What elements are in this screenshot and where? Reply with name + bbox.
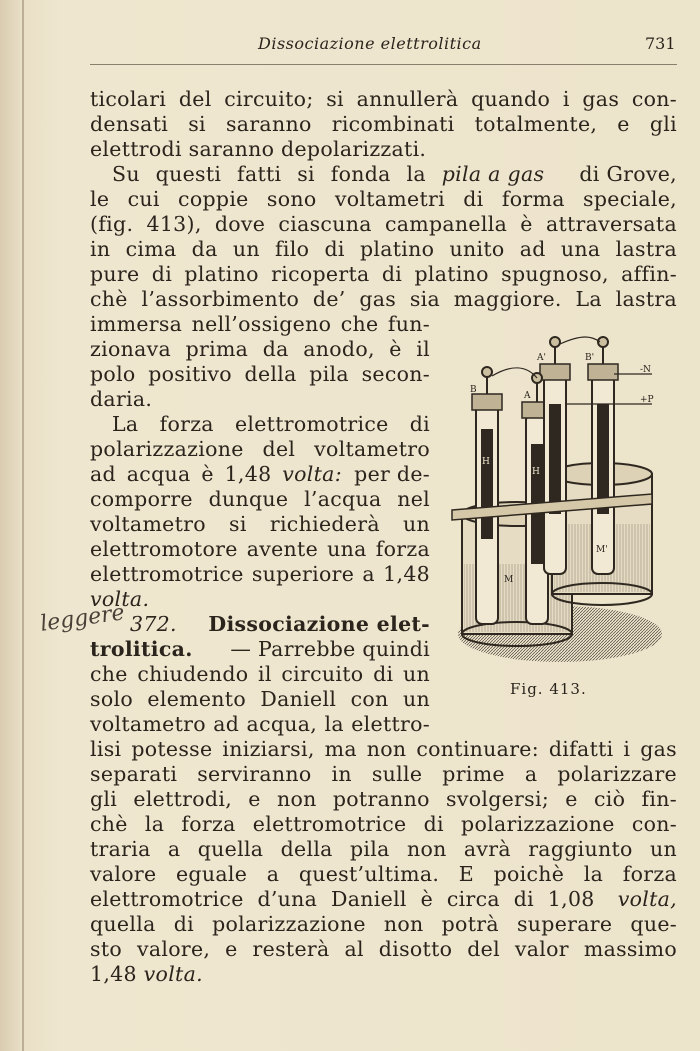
- text-line: che chiudendo il circuito di un: [90, 662, 430, 686]
- section-title: Dissociazione elet-: [200, 612, 430, 636]
- label-b-prime: B': [585, 353, 595, 363]
- header-rule: [90, 64, 677, 65]
- text-line: in cima da un filo di platino unito ad una lastra: [90, 237, 677, 261]
- text-line: pure di platino ricoperta di platino spugnoso, affin-: [90, 262, 677, 286]
- text-line: elettromotrice superiore a 1,48: [90, 562, 430, 586]
- label-a: A: [524, 391, 531, 401]
- text-line: lisi potesse iniziarsi, ma non continuare: difatti i gas: [90, 737, 677, 761]
- text-line: sto valore, e resterà al disotto del valor massimo: [90, 937, 677, 961]
- figure-caption: Fig. 413.: [510, 680, 587, 698]
- label-h-right: H: [532, 467, 540, 477]
- italic-term: volta:: [282, 462, 342, 486]
- text-line: polo positivo della pila secon-: [90, 362, 430, 386]
- label-minus-n: -N: [640, 365, 651, 375]
- gas-tube-b-prime: [588, 364, 618, 574]
- label-h-left: H: [482, 457, 490, 467]
- text-line: elettromotore avente una forza: [90, 537, 430, 561]
- text-segment: Su questi fatti si fonda la: [112, 162, 442, 186]
- text-line: elettrodi saranno depolarizzati.: [90, 137, 427, 161]
- text-line: le cui coppie sono voltametri di forma speciale,: [90, 187, 677, 211]
- text-line: voltametro si richiederà un: [90, 512, 430, 536]
- text-line: voltametro ad acqua, la elettro-: [90, 712, 430, 736]
- text-line: gli elettrodi, e non potranno svolgersi; e ciò fin-: [90, 787, 677, 811]
- text-line: polarizzazione del voltametro: [90, 437, 430, 461]
- text-line: [90, 639, 430, 660]
- text-line: chè la forza elettromotrice di polarizzazione con-: [90, 812, 677, 836]
- section-title: trolitica.: [90, 637, 193, 661]
- italic-term: volta.: [143, 962, 203, 986]
- text-segment: di Grove,: [572, 162, 677, 186]
- italic-term: volta,: [617, 887, 677, 911]
- text-line: [90, 964, 203, 985]
- text-line: immersa nell’ossigeno che fun-: [90, 312, 430, 336]
- text-line: [112, 164, 677, 185]
- text-line: densati si saranno ricombinati totalmente, e gli: [90, 112, 677, 136]
- page-number: 731: [645, 34, 676, 53]
- text-line: quella di polarizzazione non potrà superare que-: [90, 912, 677, 936]
- gas-tube-a-prime: [540, 364, 570, 574]
- text-line: zionava prima da anodo, è il: [90, 337, 430, 361]
- label-plus-p: +P: [640, 395, 654, 405]
- text-segment: — Parrebbe quindi: [223, 637, 430, 661]
- text-line: separati serviranno in sulle prime a polarizzare: [90, 762, 677, 786]
- text-line: [90, 464, 430, 485]
- page-spine: [22, 0, 24, 1051]
- text-segment: elettromotrice d’una Daniell è circa di 1,08: [90, 887, 609, 911]
- connecting-wires: [492, 337, 652, 404]
- text-segment: per de-: [347, 462, 430, 486]
- handwritten-annotation: leggere: [38, 600, 127, 637]
- label-m: M: [504, 575, 514, 585]
- italic-term: pila a gas: [441, 162, 545, 186]
- grove-gas-cell-figure: [442, 334, 664, 672]
- text-segment: ad acqua è 1,48: [90, 462, 283, 486]
- label-a-prime: A': [537, 353, 546, 363]
- text-segment: 1,48: [90, 962, 144, 986]
- text-line: valore eguale a quest’ultima. E poichè la forza: [90, 862, 677, 886]
- text-line: traria a quella della pila non avrà raggiunto un: [90, 837, 677, 861]
- section-heading-line: [130, 614, 430, 635]
- text-line: chè l’assorbimento de’ gas sia maggiore. La lastra: [90, 287, 677, 311]
- text-line: La forza elettromotrice di: [112, 412, 430, 436]
- text-line: (fig. 413), dove ciascuna campanella è attraversata: [90, 212, 677, 236]
- section-number: 372.: [130, 612, 177, 636]
- italic-term: volta.: [90, 587, 150, 611]
- label-m-prime: M': [596, 545, 608, 555]
- text-line: [90, 889, 677, 910]
- text-line: comporre dunque l’acqua nel: [90, 487, 430, 511]
- text-line: daria.: [90, 387, 153, 411]
- text-line: solo elemento Daniell con un: [90, 687, 430, 711]
- label-b: B: [470, 385, 477, 395]
- text-line: ticolari del circuito; si annullerà quando i gas con-: [90, 87, 677, 111]
- running-header-title: Dissociazione elettrolitica: [258, 34, 482, 53]
